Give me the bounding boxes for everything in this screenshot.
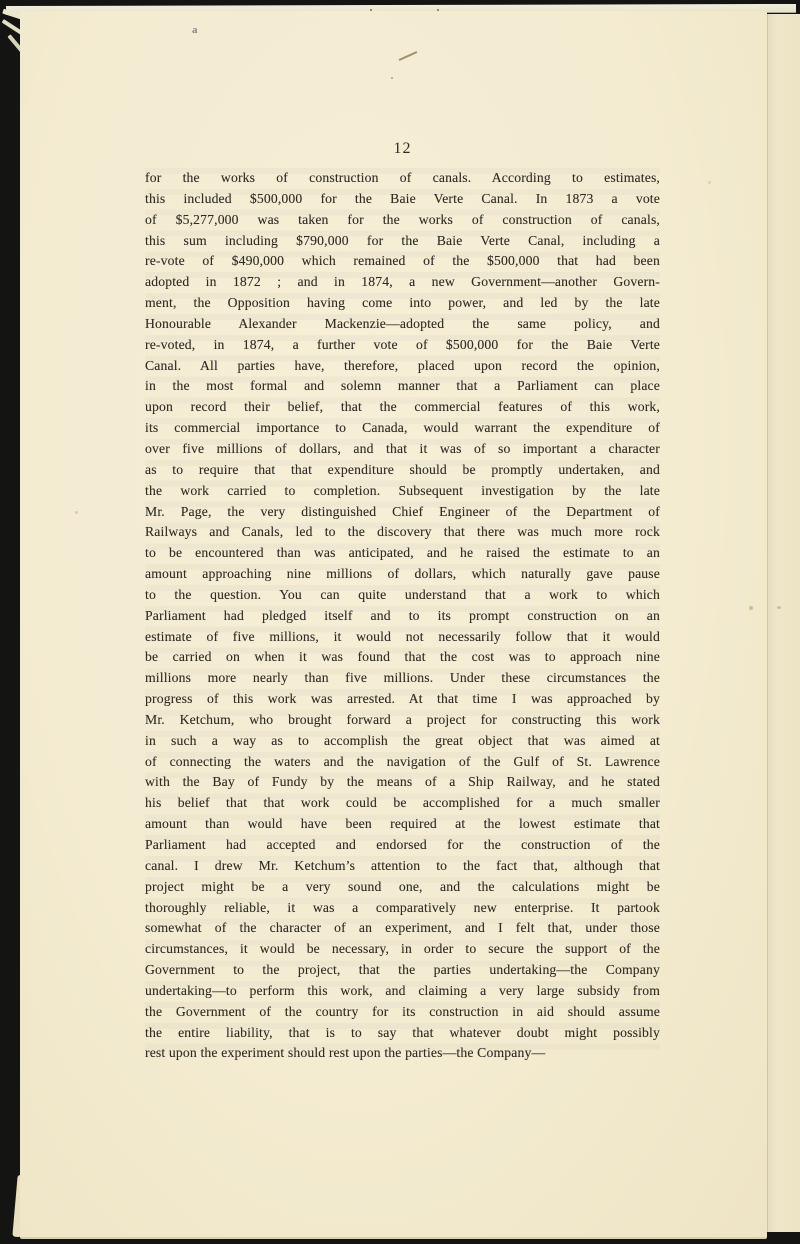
text-line: amount approaching nine millions of dollars, which naturally gave pause <box>145 566 660 582</box>
text-line: millions more nearly than five millions. Under these circumstances the <box>145 670 660 686</box>
text-line: to the question. You can quite understand that a work to which <box>145 586 660 602</box>
text-line: over five millions of dollars, and that it was of so important a character <box>145 440 660 456</box>
text-line: ment, the Opposition having come into power, and led by the late <box>145 295 660 311</box>
text-line: of connecting the waters and the navigation of the Gulf of St. Lawrence <box>145 753 660 769</box>
text-line: this sum including $790,000 for the Baie Verte Canal, including a <box>145 232 660 248</box>
text-line: the Government of the country for its construction in aid should assume <box>145 1003 660 1019</box>
text-line: with the Bay of Fundy by the means of a Ship Railway, and he stated <box>145 774 660 790</box>
text-line: Parliament had accepted and endorsed for the construction of the <box>145 837 660 852</box>
text-line: the work carried to completion. Subsequent investigation by the late <box>145 482 660 498</box>
foxing-spot <box>749 606 753 610</box>
text-line: Mr. Page, the very distinguished Chief Engineer of the Department of <box>145 503 660 519</box>
text-line: estimate of five millions, it would not necessarily follow that it would <box>145 628 660 644</box>
text-line: upon record their belief, that the commercial features of this work, <box>145 399 660 415</box>
text-line: be carried on when it was found that the cost was to approach nine <box>145 649 660 665</box>
text-line: re-vote of $490,000 which remained of the $500,000 that had been <box>145 253 660 269</box>
foxing-spot <box>75 511 78 514</box>
text-line: progress of this work was arrested. At that time I was approached by <box>145 691 660 707</box>
ink-stamp-letter: a <box>192 24 198 36</box>
text-line: Government to the project, that the parties undertaking—the Company <box>145 962 660 978</box>
text-line: amount than would have been required at the lowest estimate that <box>145 816 660 832</box>
text-line: adopted in 1872 ; and in 1874, a new Government—another Govern- <box>145 274 660 290</box>
text-line: for the works of construction of canals. According to estimates, <box>145 170 660 185</box>
text-line: canal. I drew Mr. Ketchum’s attention to the fact that, although that <box>145 857 660 873</box>
text-line: as to require that that expenditure should be promptly undertaken, and <box>145 461 660 477</box>
foxing-spot <box>391 77 393 79</box>
text-line: Railways and Canals, led to the discovery that there was much more rock <box>145 524 660 540</box>
text-line: its commercial importance to Canada, would warrant the expenditure of <box>145 420 660 436</box>
text-line: to be encountered than was anticipated, and he raised the estimate to an <box>145 545 660 561</box>
text-line: re-voted, in 1874, a further vote of $500,000 for the Baie Verte <box>145 336 660 352</box>
foxing-spot <box>777 606 781 609</box>
text-line: in the most formal and solemn manner that a Parliament can place <box>145 378 660 394</box>
text-line: his belief that that work could be accomplished for a much smaller <box>145 795 660 811</box>
paragraph <box>145 168 660 1064</box>
text-line: Honourable Alexander Mackenzie—adopted the same policy, and <box>145 315 660 331</box>
text-line: Canal. All parties have, therefore, placed upon record the opinion, <box>145 357 660 373</box>
text-line: this included $500,000 for the Baie Verte Canal. In 1873 a vote <box>145 190 660 206</box>
text-line: Mr. Ketchum, who brought forward a project for constructing this work <box>145 711 660 727</box>
foxing-spot <box>708 181 711 184</box>
text-line: Parliament had pledged itself and to its prompt construction on an <box>145 607 660 623</box>
text-line: in such a way as to accomplish the great object that was aimed at <box>145 732 660 748</box>
adjacent-page-edge <box>767 14 800 1232</box>
text-line: circumstances, it would be necessary, in order to secure the support of the <box>145 941 660 957</box>
text-line: of $5,277,000 was taken for the works of construction of canals, <box>145 211 660 227</box>
text-line: somewhat of the character of an experiment, and I felt that, under those <box>145 920 660 936</box>
text-line: the entire liability, that is to say that whatever doubt might possibly <box>145 1024 660 1040</box>
book-page <box>20 11 767 1239</box>
text-line: thoroughly reliable, it was a comparatively new enterprise. It partook <box>145 899 660 915</box>
text-line: project might be a very sound one, and the calculations might be <box>145 878 660 894</box>
text-line: rest upon the experiment should rest upon the parties—the Company— <box>145 1045 546 1061</box>
text-line: undertaking—to perform this work, and claiming a very large subsidy from <box>145 982 660 998</box>
page-number: 12 <box>393 140 412 157</box>
pen-slash-mark <box>398 51 417 61</box>
